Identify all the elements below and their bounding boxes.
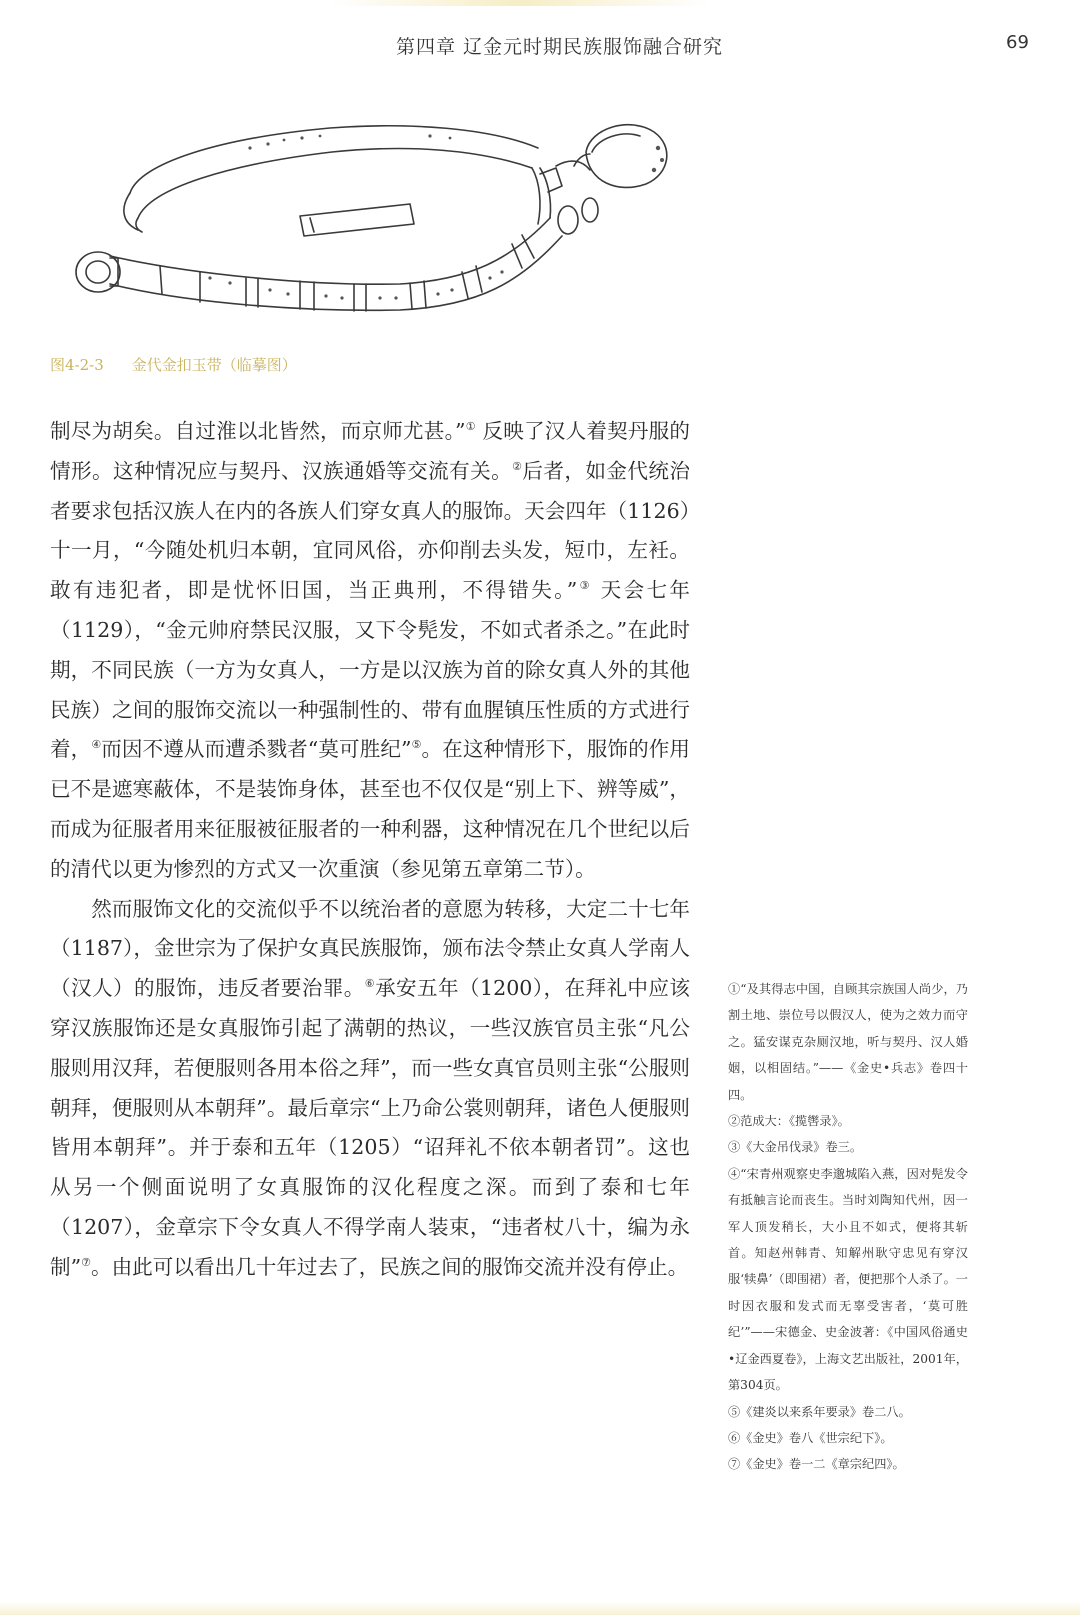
footnote-1: ①“及其得志中国，自顾其宗族国人尚少，乃割土地、崇位号以假汉人，使为之效力而守之。猛安谋克杂厕汉地，听与契丹、汉人婚姻，以相固结。”——《金史•兵志》卷四十四。 bbox=[728, 982, 968, 1102]
running-header: 第四章 辽金元时期民族服饰融合研究 bbox=[396, 36, 724, 58]
top-edge-tint bbox=[330, 0, 710, 6]
jade-belt-illustration bbox=[70, 108, 710, 338]
footnote-5: ⑤《建炎以来系年要录》卷二八。 bbox=[728, 1404, 911, 1419]
footnote-ref-6[interactable]: ⑥ bbox=[364, 977, 376, 991]
figure-caption-title: 金代金扣玉带（临摹图） bbox=[131, 356, 297, 374]
figure-caption-number: 图4-2-3 bbox=[50, 356, 104, 374]
footnote-7: ⑦《金史》卷一二《章宗纪四》。 bbox=[728, 1457, 905, 1472]
footnotes bbox=[728, 976, 968, 1478]
figure-caption bbox=[50, 354, 297, 375]
page-number: 69 bbox=[1006, 32, 1029, 53]
footnote-ref-5[interactable]: ⑤ bbox=[411, 738, 422, 752]
footnote-3: ③《大金吊伐录》卷三。 bbox=[728, 1140, 863, 1155]
footnote-ref-1[interactable]: ① bbox=[465, 420, 476, 434]
body-paragraph-2: 然而服饰文化的交流似乎不以统治者的意愿为转移，大定二十七年（1187），金世宗为了保护女真民族服饰，颁布法令禁止女真人学南人（汉人）的服饰，违反者要治罪。⑥承安五年（1200），在拜礼中应该穿汉族服饰还是女真服饰引起了满朝的热议，一些汉族官员主张“凡公服则用汉拜，若便服则各用本俗之拜”，而一些女真官员则主张“公服则朝拜，便服则从本朝拜”。最后章宗“上乃命公裳则朝拜，诸色人便服则皆用本朝拜”。并于泰和五年（1205）“诏拜礼不依本朝者罚”。这也从另一个侧面说明了女真服饰的汉化程度之深。而到了泰和七年（1207），金章宗下令女真人不得学南人装束，“违者杖八十，编为永制”⑦。由此可以看出几十年过去了，民族之间的服饰交流并没有停止。 bbox=[50, 896, 690, 1279]
bottom-edge-tint bbox=[0, 1601, 1080, 1615]
footnote-2: ②范成大：《揽辔录》。 bbox=[728, 1114, 850, 1129]
body-paragraph-1: 制尽为胡矣。自过淮以北皆然，而京师尤甚。”① 反映了汉人着契丹服的情形。这种情况应与契丹、汉族通婚等交流有关。②后者，如金代统治者要求包括汉族人在内的各族人们穿女真人的服饰。天会四年（1126）十一月，“今随处机归本朝，宜同风俗，亦仰削去头发，短巾，左衽。敢有违犯者，即是忧怀旧国，当正典刑，不得错失。”③ 天会七年（1129），“金元帅府禁民汉服，又下令髡发，不如式者杀之。”在此时期，不同民族（一方为女真人，一方是以汉族为首的除女真人外的其他民族）之间的服饰交流以一种强制性的、带有血腥镇压性质的方式进行着，④而因不遵从而遭杀戮者“莫可胜纪”⑤。在这种情形下，服饰的作用已不是遮寒蔽体，不是装饰身体，甚至也不仅仅是“别上下、辨等威”，而成为征服者用来征服被征服者的一种利器，这种情况在几个世纪以后的清代以更为惨烈的方式又一次重演（参见第五章第二节）。 bbox=[50, 419, 691, 881]
footnote-4: ④“宋青州观察史李邈城陷入燕，因对髡发令有抵触言论而丧生。当时刘陶知代州，因一军人顶发稍长，大小且不如式，便将其斩首。知赵州韩青、知解州耿守忠见有穿汉服‘犊鼻’（即围裙）者，便把那个人杀了。一时因衣服和发式而无辜受害者，‘莫可胜纪’”——宋德金、史金波著：《中国风俗通史•辽金西夏卷》，上海文艺出版社，2001年，第304页。 bbox=[728, 1166, 968, 1393]
body-text bbox=[50, 412, 690, 1288]
footnote-ref-3[interactable]: ③ bbox=[577, 579, 592, 593]
footnote-ref-2[interactable]: ② bbox=[512, 459, 523, 473]
footnote-ref-4[interactable]: ④ bbox=[91, 738, 102, 752]
footnote-ref-7[interactable]: ⑦ bbox=[81, 1255, 91, 1269]
footnote-6: ⑥《金史》卷八《世宗纪下》。 bbox=[728, 1430, 893, 1445]
